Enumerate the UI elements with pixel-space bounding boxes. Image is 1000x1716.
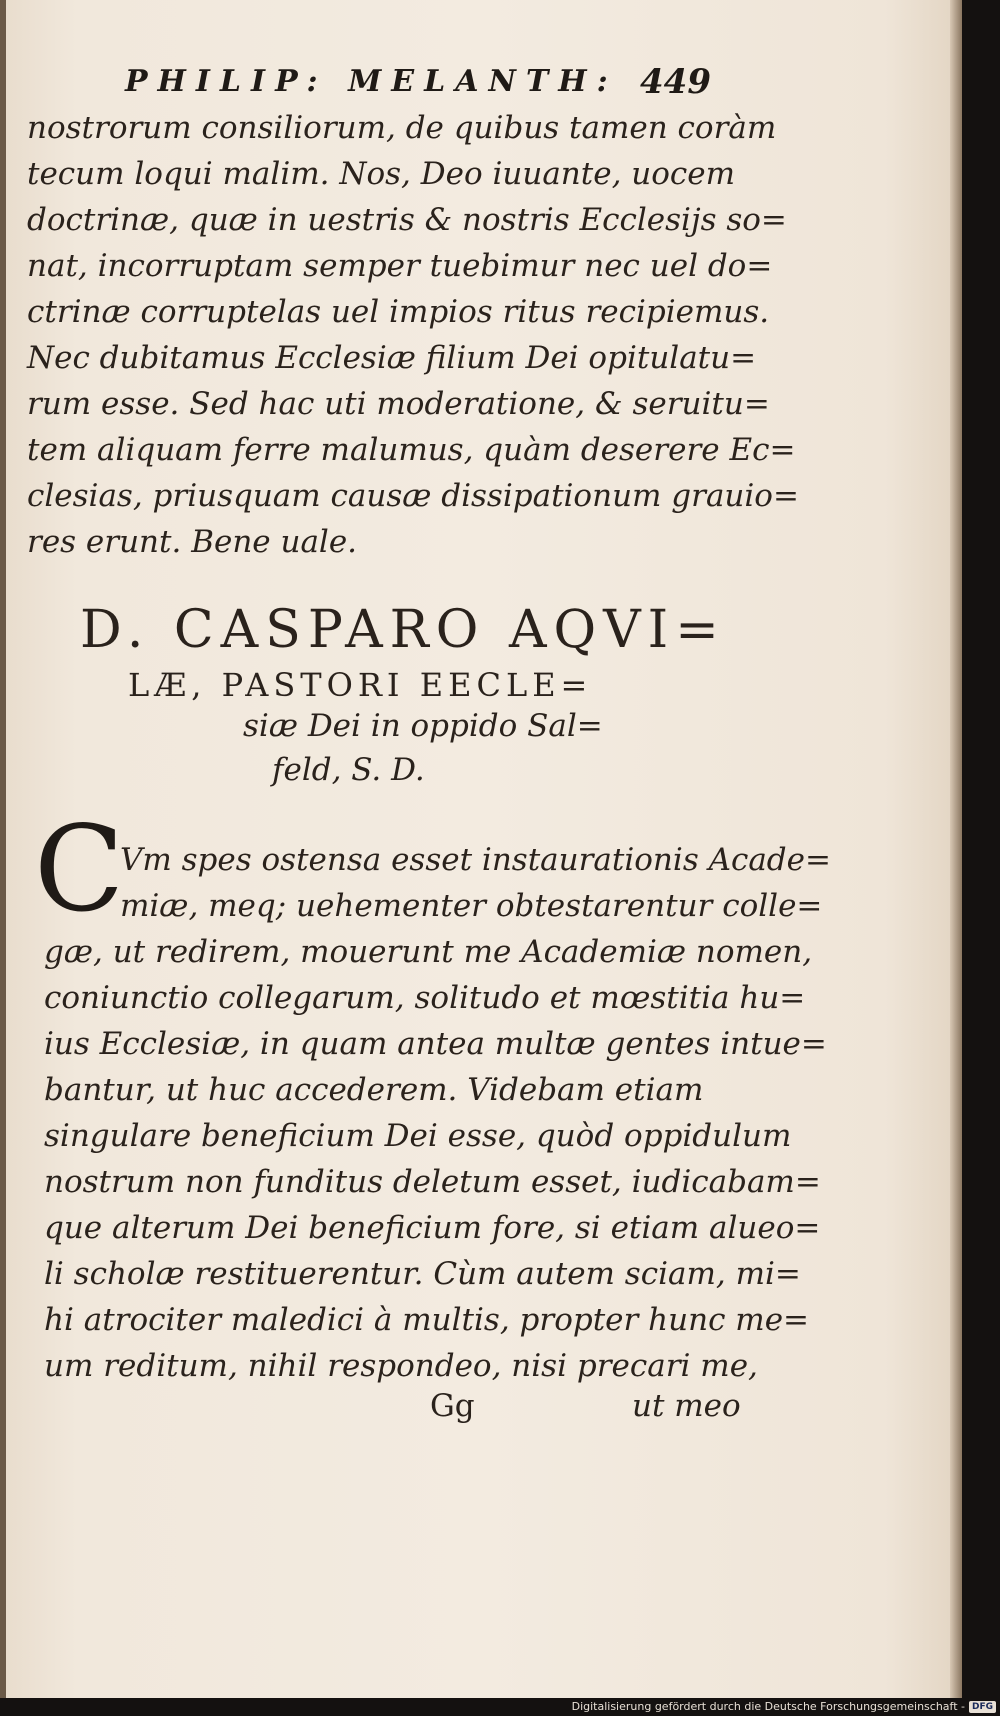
text-line: ctrinæ corruptelas uel impios ritus recipiemus. — [27, 294, 770, 330]
letter-heading-line: D. CASPARO AQVI= — [80, 600, 726, 660]
page-gutter — [0, 0, 6, 1698]
text-line: miæ, meq; uehementer obtestarentur colle= — [120, 888, 823, 924]
text-line: que alterum Dei beneficium fore, si etiam alueo= — [44, 1210, 821, 1246]
credit-text: Digitalisierung gefördert durch die Deutsche Forschungsgemeinschaft - — [571, 1700, 965, 1713]
text-line: nostrum non funditus deletum esset, iudicabam= — [44, 1164, 821, 1200]
text-line: um reditum, nihil respondeo, nisi precari me, — [44, 1348, 758, 1384]
text-line: tem aliquam ferre malumus, quàm deserere Ec= — [27, 432, 796, 468]
text-line: nat, incorruptam semper tuebimur nec uel do= — [27, 248, 773, 284]
text-line: Nec dubitamus Ecclesiæ filium Dei opitulatu= — [27, 340, 757, 376]
text-line: doctrinæ, quæ in uestris & nostris Ecclesijs so= — [27, 202, 787, 238]
dfg-logo: DFG — [969, 1701, 996, 1713]
signature-mark: Gg — [430, 1388, 475, 1424]
text-line: tecum loqui malim. Nos, Deo iuuante, uocem — [27, 156, 736, 192]
letter-heading-line: LÆ, PASTORI EECLE= — [128, 666, 593, 704]
text-line: nostrorum consiliorum, de quibus tamen coràm — [27, 110, 777, 146]
text-line: Vm spes ostensa esset instaurationis Acade= — [120, 842, 831, 878]
letter-heading-line: feld, S. D. — [272, 752, 425, 788]
text-line: gæ, ut redirem, mouerunt me Academiæ nomen, — [44, 934, 813, 970]
text-line: coniunctio collegarum, solitudo et mœstitia hu= — [44, 980, 806, 1016]
page-edge — [950, 0, 962, 1698]
text-line: bantur, ut huc accederem. Videbam etiam — [44, 1072, 704, 1108]
text-line: hi atrociter maledici à multis, propter hunc me= — [44, 1302, 810, 1338]
text-line: ius Ecclesiæ, in quam antea multæ gentes intue= — [44, 1026, 827, 1062]
running-head: PHILIP: MELANTH: — [125, 64, 618, 99]
page-number: 449 — [640, 62, 711, 102]
catchword: ut meo — [632, 1388, 741, 1424]
text-line: rum esse. Sed hac uti moderatione, & seruitu= — [27, 386, 770, 422]
drop-cap-initial: C — [34, 800, 125, 938]
digitization-credit — [572, 1700, 996, 1713]
letter-heading-line: siæ Dei in oppido Sal= — [243, 708, 603, 744]
text-line: res erunt. Bene uale. — [27, 524, 358, 560]
text-line: clesias, priusquam causæ dissipationum grauio= — [27, 478, 799, 514]
text-line: li scholæ restituerentur. Cùm autem sciam, mi= — [44, 1256, 801, 1292]
text-line: singulare beneficium Dei esse, quòd oppidulum — [44, 1118, 792, 1154]
